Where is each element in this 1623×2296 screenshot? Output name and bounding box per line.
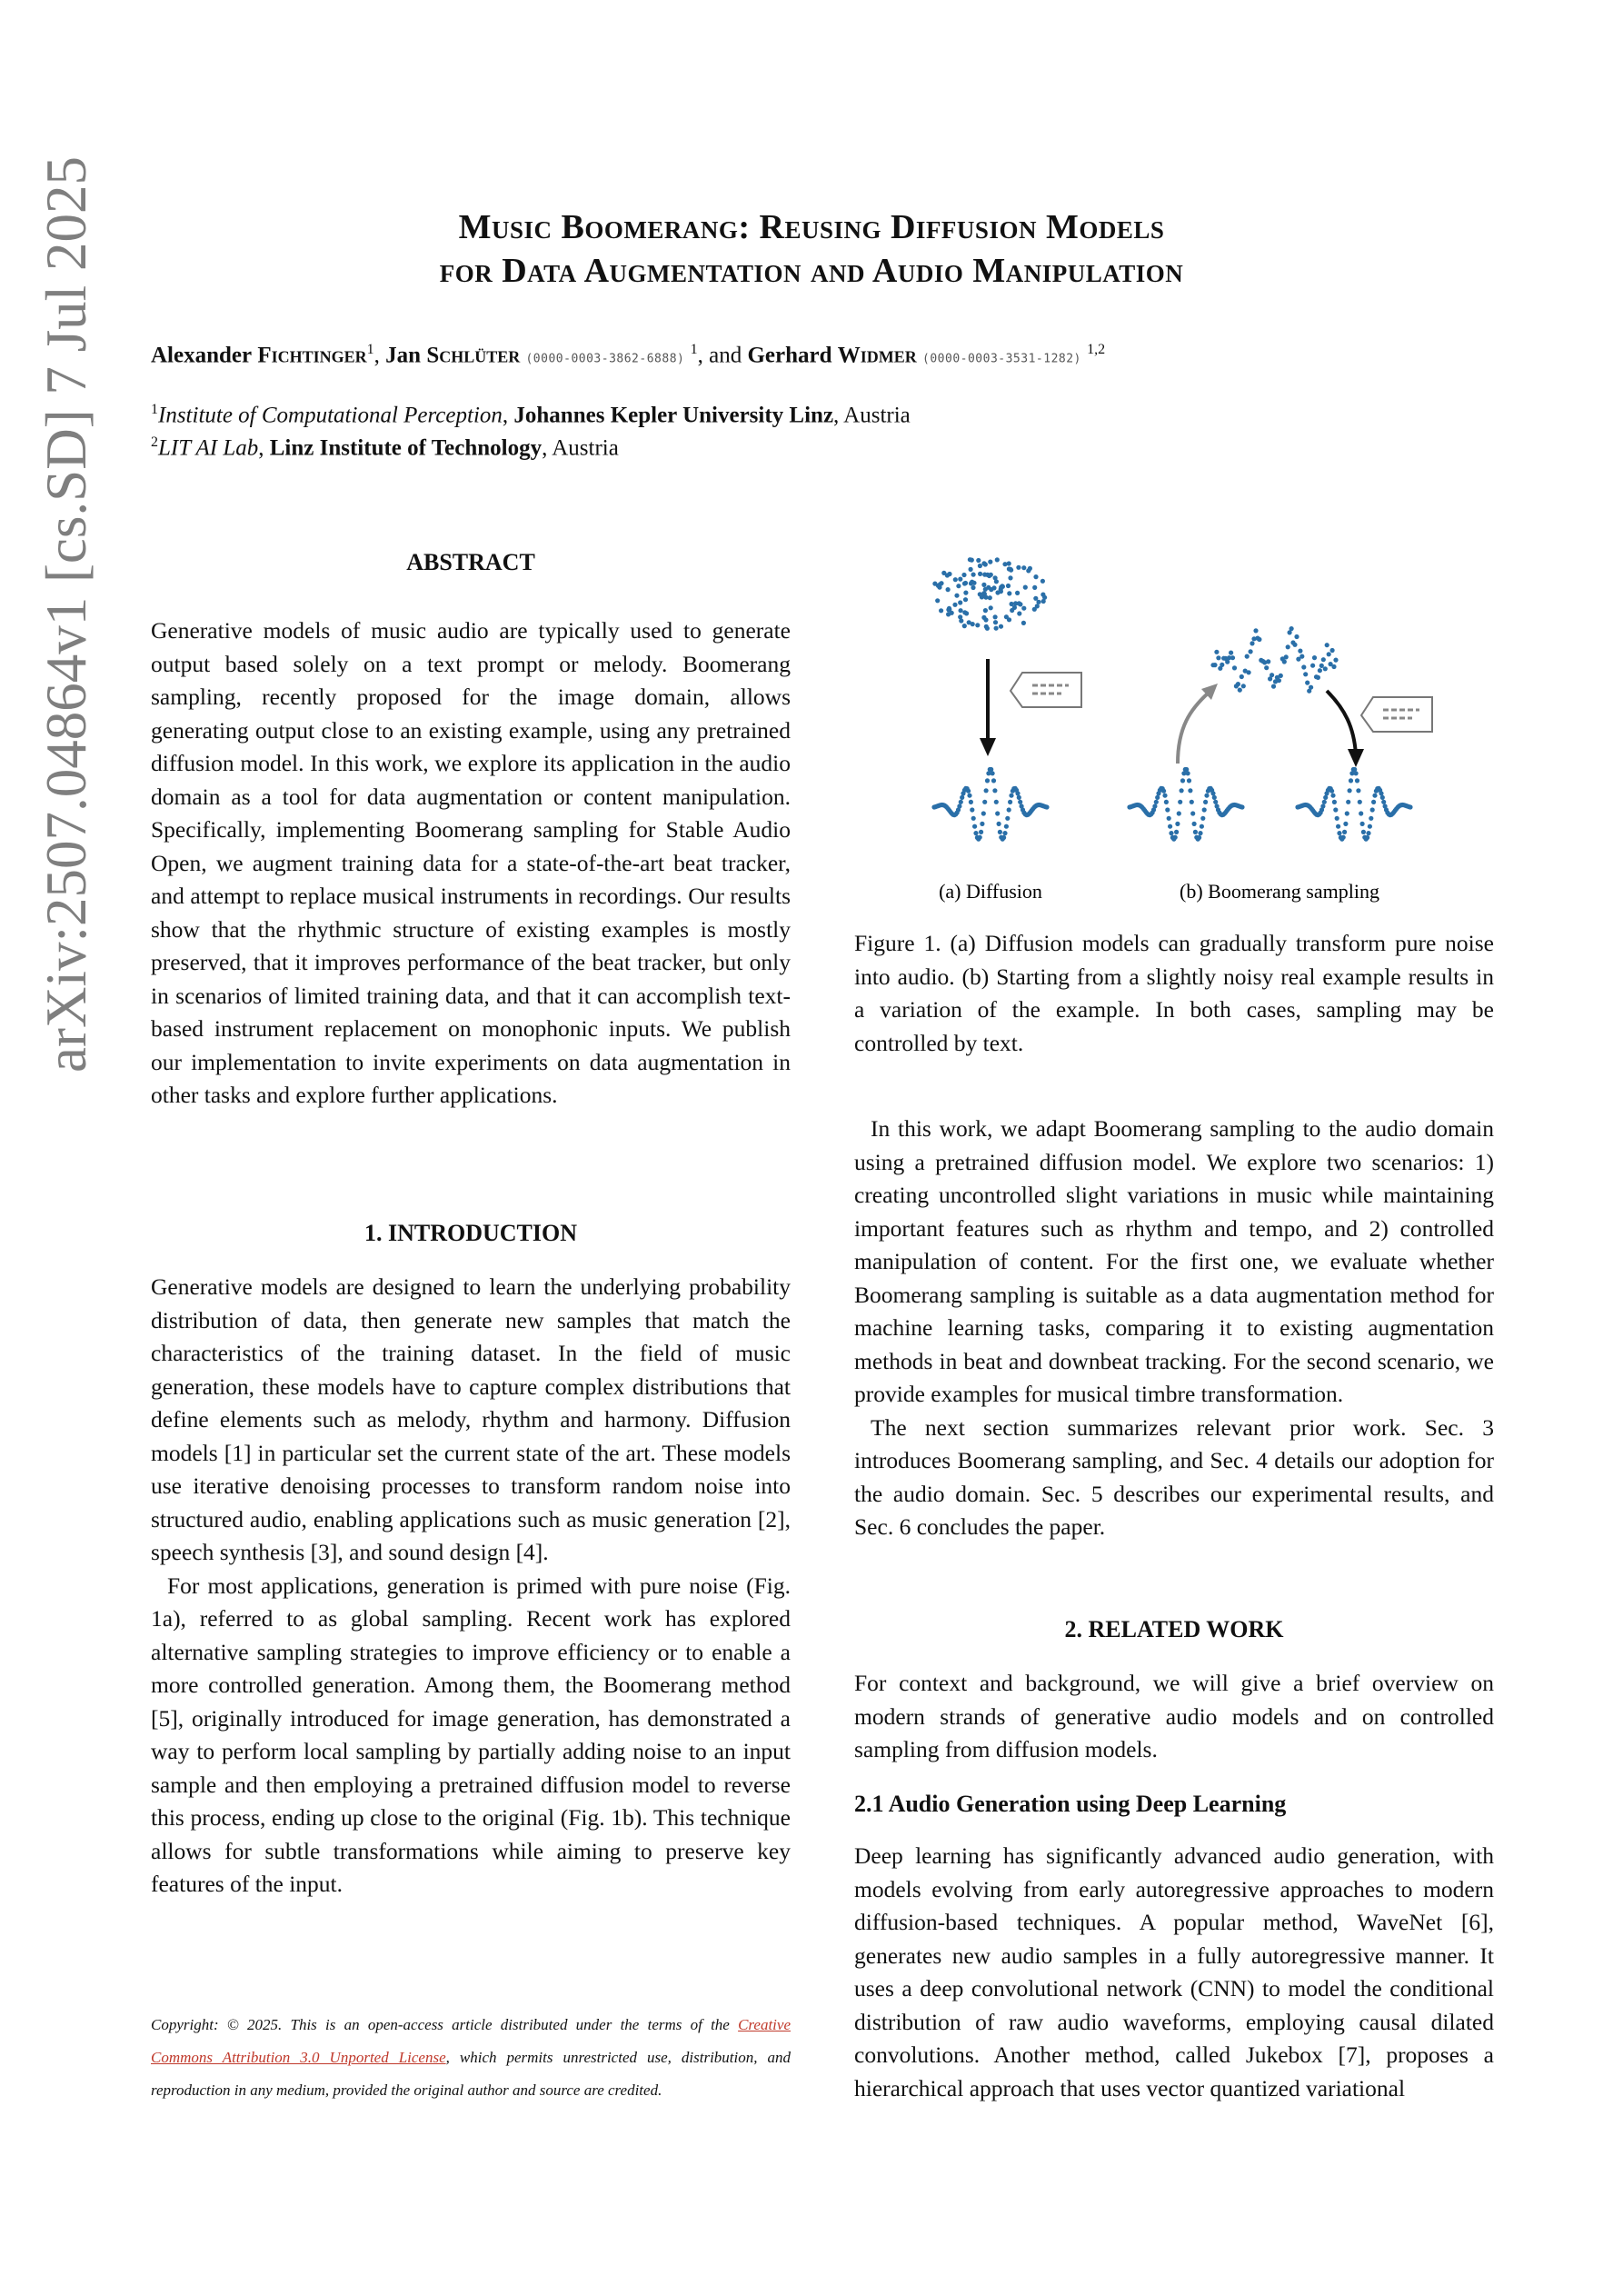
author-and: , and — [697, 343, 742, 368]
author-2-sup: 1 — [690, 342, 698, 357]
affiliation-2: $^2$LIT AI Lab, Linz Institute of Technology, Austria — [151, 434, 619, 461]
subsection-body — [854, 1840, 1494, 2105]
copyright-pre: Copyright: © 2025. This is an open-access article distributed under the terms of the — [151, 2016, 739, 2033]
waveform-input-icon — [1127, 767, 1244, 842]
right-column-body — [854, 1113, 1494, 1544]
author-2-first: Jan — [385, 343, 422, 368]
noise-cloud-icon — [932, 557, 1047, 631]
author-2-orcid[interactable]: (0000-0003-3862-6888) — [525, 352, 685, 366]
subsection-paragraph: Deep learning has significantly advanced audio generation, with models evolving from early autoregressive approaches to modern diffusion-based techniques. A popular method, WaveNet [6], generates new audio samples in a fully autoregressive manner. It uses a deep convolutional network (CNN) to model the conditional distribution of raw audio waveforms, employing causal dilated convolutions. Another method, called Jukebox [7], proposes a hierarchical approach that uses vector quantized variational — [854, 1842, 1494, 2101]
abstract-body — [151, 614, 791, 1113]
author-1-first: Alexander — [151, 343, 253, 368]
affiliation-2-org: Linz Institute of Technology — [269, 435, 543, 461]
down-arrow-icon — [980, 659, 996, 756]
title-line-2: for Data Augmentation and Audio Manipulation — [439, 252, 1184, 290]
title-line-1: Music Boomerang: Reusing Diffusion Models — [458, 208, 1165, 246]
author-3-sup: 1,2 — [1087, 342, 1106, 357]
copyright-post: , which permits unrestricted use, distribution, and reproduction in any medium, provided the original author and source are credited. — [151, 2049, 791, 2099]
related-work-heading: 2. RELATED WORK — [1064, 1616, 1284, 1642]
text-prompt-icon — [1011, 673, 1081, 707]
related-paragraph: For context and background, we will give a brief overview on modern strands of generative audio models and on controlled sampling from diffusion models. — [854, 1670, 1494, 1762]
author-1-last: Fichtinger — [257, 343, 367, 368]
related-work-intro — [854, 1667, 1494, 1767]
waveform-diffusion-output-icon — [931, 767, 1049, 842]
copyright-notice — [151, 2009, 791, 2107]
abstract-heading: ABSTRACT — [406, 549, 535, 575]
affiliation-2-sup: 2 — [151, 434, 158, 450]
waveform-boomerang-output-icon — [1295, 767, 1412, 842]
arxiv-stamp: arXiv:2507.04864v1 [cs.SD] 7 Jul 2025 — [35, 156, 98, 1073]
denoising-arrow-icon — [1327, 691, 1364, 767]
author-3-first: Gerhard — [747, 343, 832, 368]
noising-arrow-icon — [1178, 684, 1218, 764]
author-3-last: Widmer — [837, 343, 917, 368]
license-link[interactable]: Creative Commons Attribution 3.0 Unported License — [151, 2016, 791, 2066]
affiliation-1-unit: Institute of Computational Perception — [158, 403, 503, 428]
affiliation-2-country: , Austria — [542, 435, 619, 461]
author-3-orcid[interactable]: (0000-0003-3531-1282) — [922, 352, 1081, 366]
author-2-last: Schlüter — [426, 343, 521, 368]
introduction-heading: 1. INTRODUCTION — [363, 1220, 578, 1246]
affiliation-1-sup: 1 — [151, 402, 158, 417]
affiliation-1: $^1$Institute of Computational Perception, Johannes Kepler University Linz, Austria — [151, 402, 911, 428]
right-paragraph-2: The next section summarizes relevant prior work. Sec. 3 introduces Boomerang sampling, and Sec. 4 details our adoption for the audio domain. Sec. 5 describes our experimental results, and Sec. 6 concludes the paper. — [854, 1413, 1494, 1540]
intro-paragraph-2: For most applications, generation is primed with pure noise (Fig. 1a), referred to as global sampling. Recent work has explored alternative sampling strategies to improve efficiency or to enable a more controlled generation. Among them, the Boomerang method [5], originally introduced for image generation, has demonstrated a way to perform local sampling by partially adding noise to an input sample and then employing a pretrained diffusion model to reverse this process, ending up close to the original (Fig. 1b). This technique allows for subtle transformations while aiming to preserve key features of the input. — [151, 1572, 791, 1897]
right-paragraph-1: In this work, we adapt Boomerang sampling to the audio domain using a pretrained diffusion model. We explore two scenarios: 1) creating uncontrolled slight variations in music while maintaining important features such as rhythm and tempo, and 2) controlled manipulation of content. For the first one, we evaluate whether Boomerang sampling is suitable as a data augmentation method for machine learning tasks, comparing it to existing augmentation methods in beat and downbeat tracking. For the second scenario, we provide examples for musical timbre transformation. — [854, 1115, 1494, 1407]
subsection-heading: 2.1 Audio Generation using Deep Learning — [854, 1791, 1287, 1817]
figure-1 — [909, 545, 1472, 903]
intro-paragraph-1: Generative models are designed to learn the underlying probability distribution of data, then generate new samples that match the characteristics of the training dataset. In the field of music generation, these models have to capture complex distributions that define elements such as melody, rhythm and harmony. Diffusion models [1] in particular set the current state of the art. These models use iterative denoising processes to transform random noise into structured audio, enabling applications such as music generation [2], speech synthesis [3], and sound design [4]. — [151, 1273, 791, 1565]
text-prompt-icon — [1361, 697, 1432, 732]
subfigure-a-label: (a) Diffusion — [939, 880, 1042, 903]
figure-1-caption: Figure 1. (a) Diffusion models can gradually transform pure noise into audio. (b) Starting from a slightly noisy real example results in a variation of the example. In both cases, sampling may be controlled by text. — [854, 930, 1494, 1056]
author-list: Alexander Fichtinger$^1$, Jan Schlüter (0000-0003-3862-6888) $^1$, and Gerhard Widmer (0000-0003-3531-1282) $^{1,2}$ — [151, 342, 1106, 368]
author-1-sup: 1 — [366, 342, 374, 357]
subfigure-b-label: (b) Boomerang sampling — [1180, 880, 1379, 903]
introduction-body — [151, 1271, 791, 1902]
affiliation-1-country: , Austria — [833, 403, 911, 428]
paper-title — [0, 205, 1623, 293]
affiliation-1-org: Johannes Kepler University Linz — [513, 403, 834, 428]
noisy-audio-cloud-icon — [1210, 626, 1338, 694]
abstract-text: Generative models of music audio are typically used to generate output based solely on a text prompt or melody. Boomerang sampling, recently proposed for the image domain, allows generating output close to an existing example, using any pretrained diffusion model. In this work, we explore its application in the audio domain as a tool for data augmentation or content manipulation. Specifically, implementing Boomerang sampling for Stable Audio Open, we augment training data for a state-of-the-art beat tracker, and attempt to replace musical instruments in recordings. Our results show that the rhythmic structure of existing examples is mostly preserved, that it improves performance of the beat tracker, but only in scenarios of limited training data, and that it can accomplish text-based instrument replacement on monophonic inputs. We publish our implementation to invite experiments on data augmentation in other tasks and explore further applications. — [151, 617, 791, 1108]
affiliation-2-unit: LIT AI Lab — [158, 435, 259, 461]
